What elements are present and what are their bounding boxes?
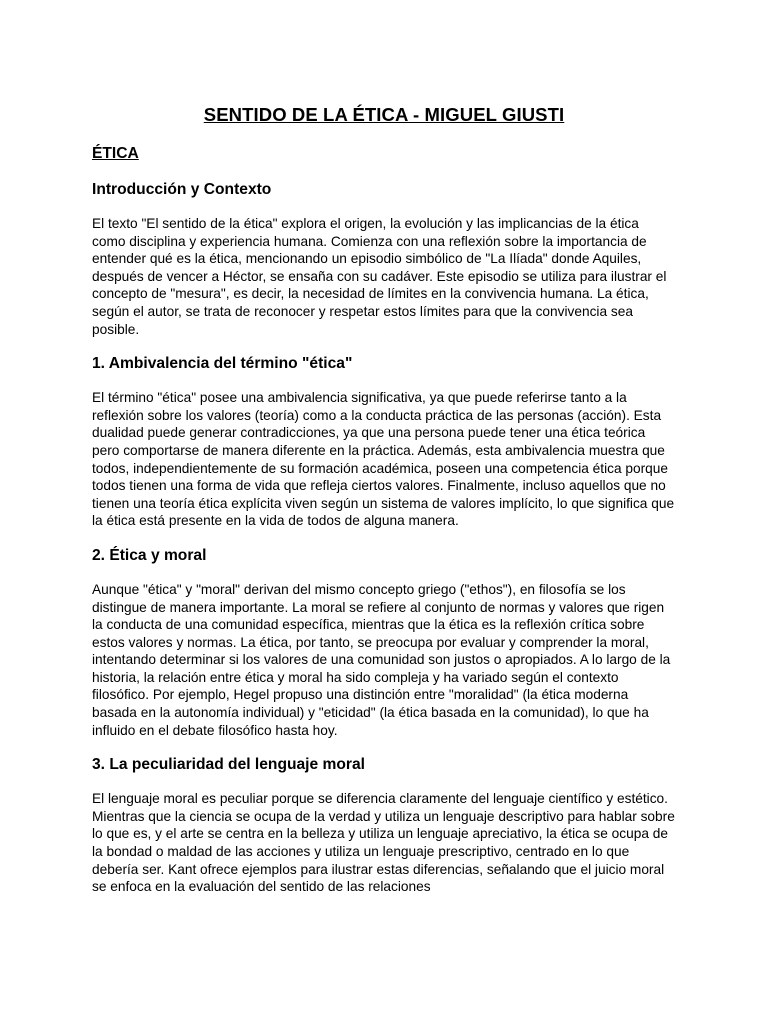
section-heading-etica: ÉTICA (92, 145, 139, 162)
section-1-heading: 1. Ambivalencia del término "ética" (92, 355, 353, 373)
section-1-paragraph: El término "ética" posee una ambivalencia significativa, ya que puede referirse tanto a la reflexión sobre los valores (teoría) como a la conducta práctica de las personas (acción). Esta dualidad puede generar contradicciones, ya que una persona puede tener una ética teórica pero comportarse de manera diferente en la práctica. Además, esta ambivalencia muestra que todos, independientemente de su formación académica, poseen una competencia ética porque todos tienen una forma de vida que refleja ciertos valores. Finalmente, incluso aquellos que no tienen una teoría ética explícita viven según un sistema de valores implícito, lo que significa que la ética está presente en la vida de todos de alguna manera. (92, 390, 675, 529)
document-page (92, 100, 676, 896)
intro-paragraph: El texto "El sentido de la ética" explora el origen, la evolución y las implicancias de la ética como disciplina y experiencia humana. Comienza con una reflexión sobre la importancia de entender qué es la ética, mencionando un episodio simbólico de "La Ilíada" donde Aquiles, después de vencer a Héctor, se ensaña con su cadáver. Este episodio se utiliza para ilustrar el concepto de "mesura", es decir, la necesidad de límites en la convivencia humana. La ética, según el autor, se trata de reconocer y respetar estos límites para que la convivencia sea posible. (92, 216, 667, 337)
document-title: SENTIDO DE LA ÉTICA - MIGUEL GIUSTI (203, 104, 565, 125)
section-2-paragraph: Aunque "ética" y "moral" derivan del mismo concepto griego ("ethos"), en filosofía se los distingue de manera importante. La moral se refiere al conjunto de normas y valores que rigen la conducta de una comunidad específica, mientras que la ética es la reflexión crítica sobre estos valores y normas. La ética, por tanto, se preocupa por evaluar y comprender la moral, intentando determinar si los valores de una comunidad son justos o apropiados. A lo largo de la historia, la relación entre ética y moral ha sido compleja y ha variado según el contexto filosófico. Por ejemplo, Hegel propuso una distinción entre "moralidad" (la ética moderna basada en la autonomía individual) y "eticidad" (la ética basada en la comunidad), lo que ha influido en el debate filosófico hasta hoy. (92, 581, 671, 738)
intro-heading: Introducción y Contexto (92, 181, 272, 198)
section-3-heading: 3. La peculiaridad del lenguaje moral (92, 756, 365, 774)
section-3-paragraph: El lenguaje moral es peculiar porque se diferencia claramente del lenguaje científico y estético. Mientras que la ciencia se ocupa de la verdad y utiliza un lenguaje descriptivo para hablar sobre lo que es, y el arte se centra en la belleza y utiliza un lenguaje apreciativo, la ética se ocupa de la bondad o maldad de las acciones y utiliza un lenguaje prescriptivo, centrado en lo que debería ser. Kant ofrece ejemplos para ilustrar estas diferencias, señalando que el juicio moral se enfoca en la evaluación del sentido de las relaciones (92, 791, 675, 895)
section-2-heading: 2. Ética y moral (92, 546, 207, 564)
